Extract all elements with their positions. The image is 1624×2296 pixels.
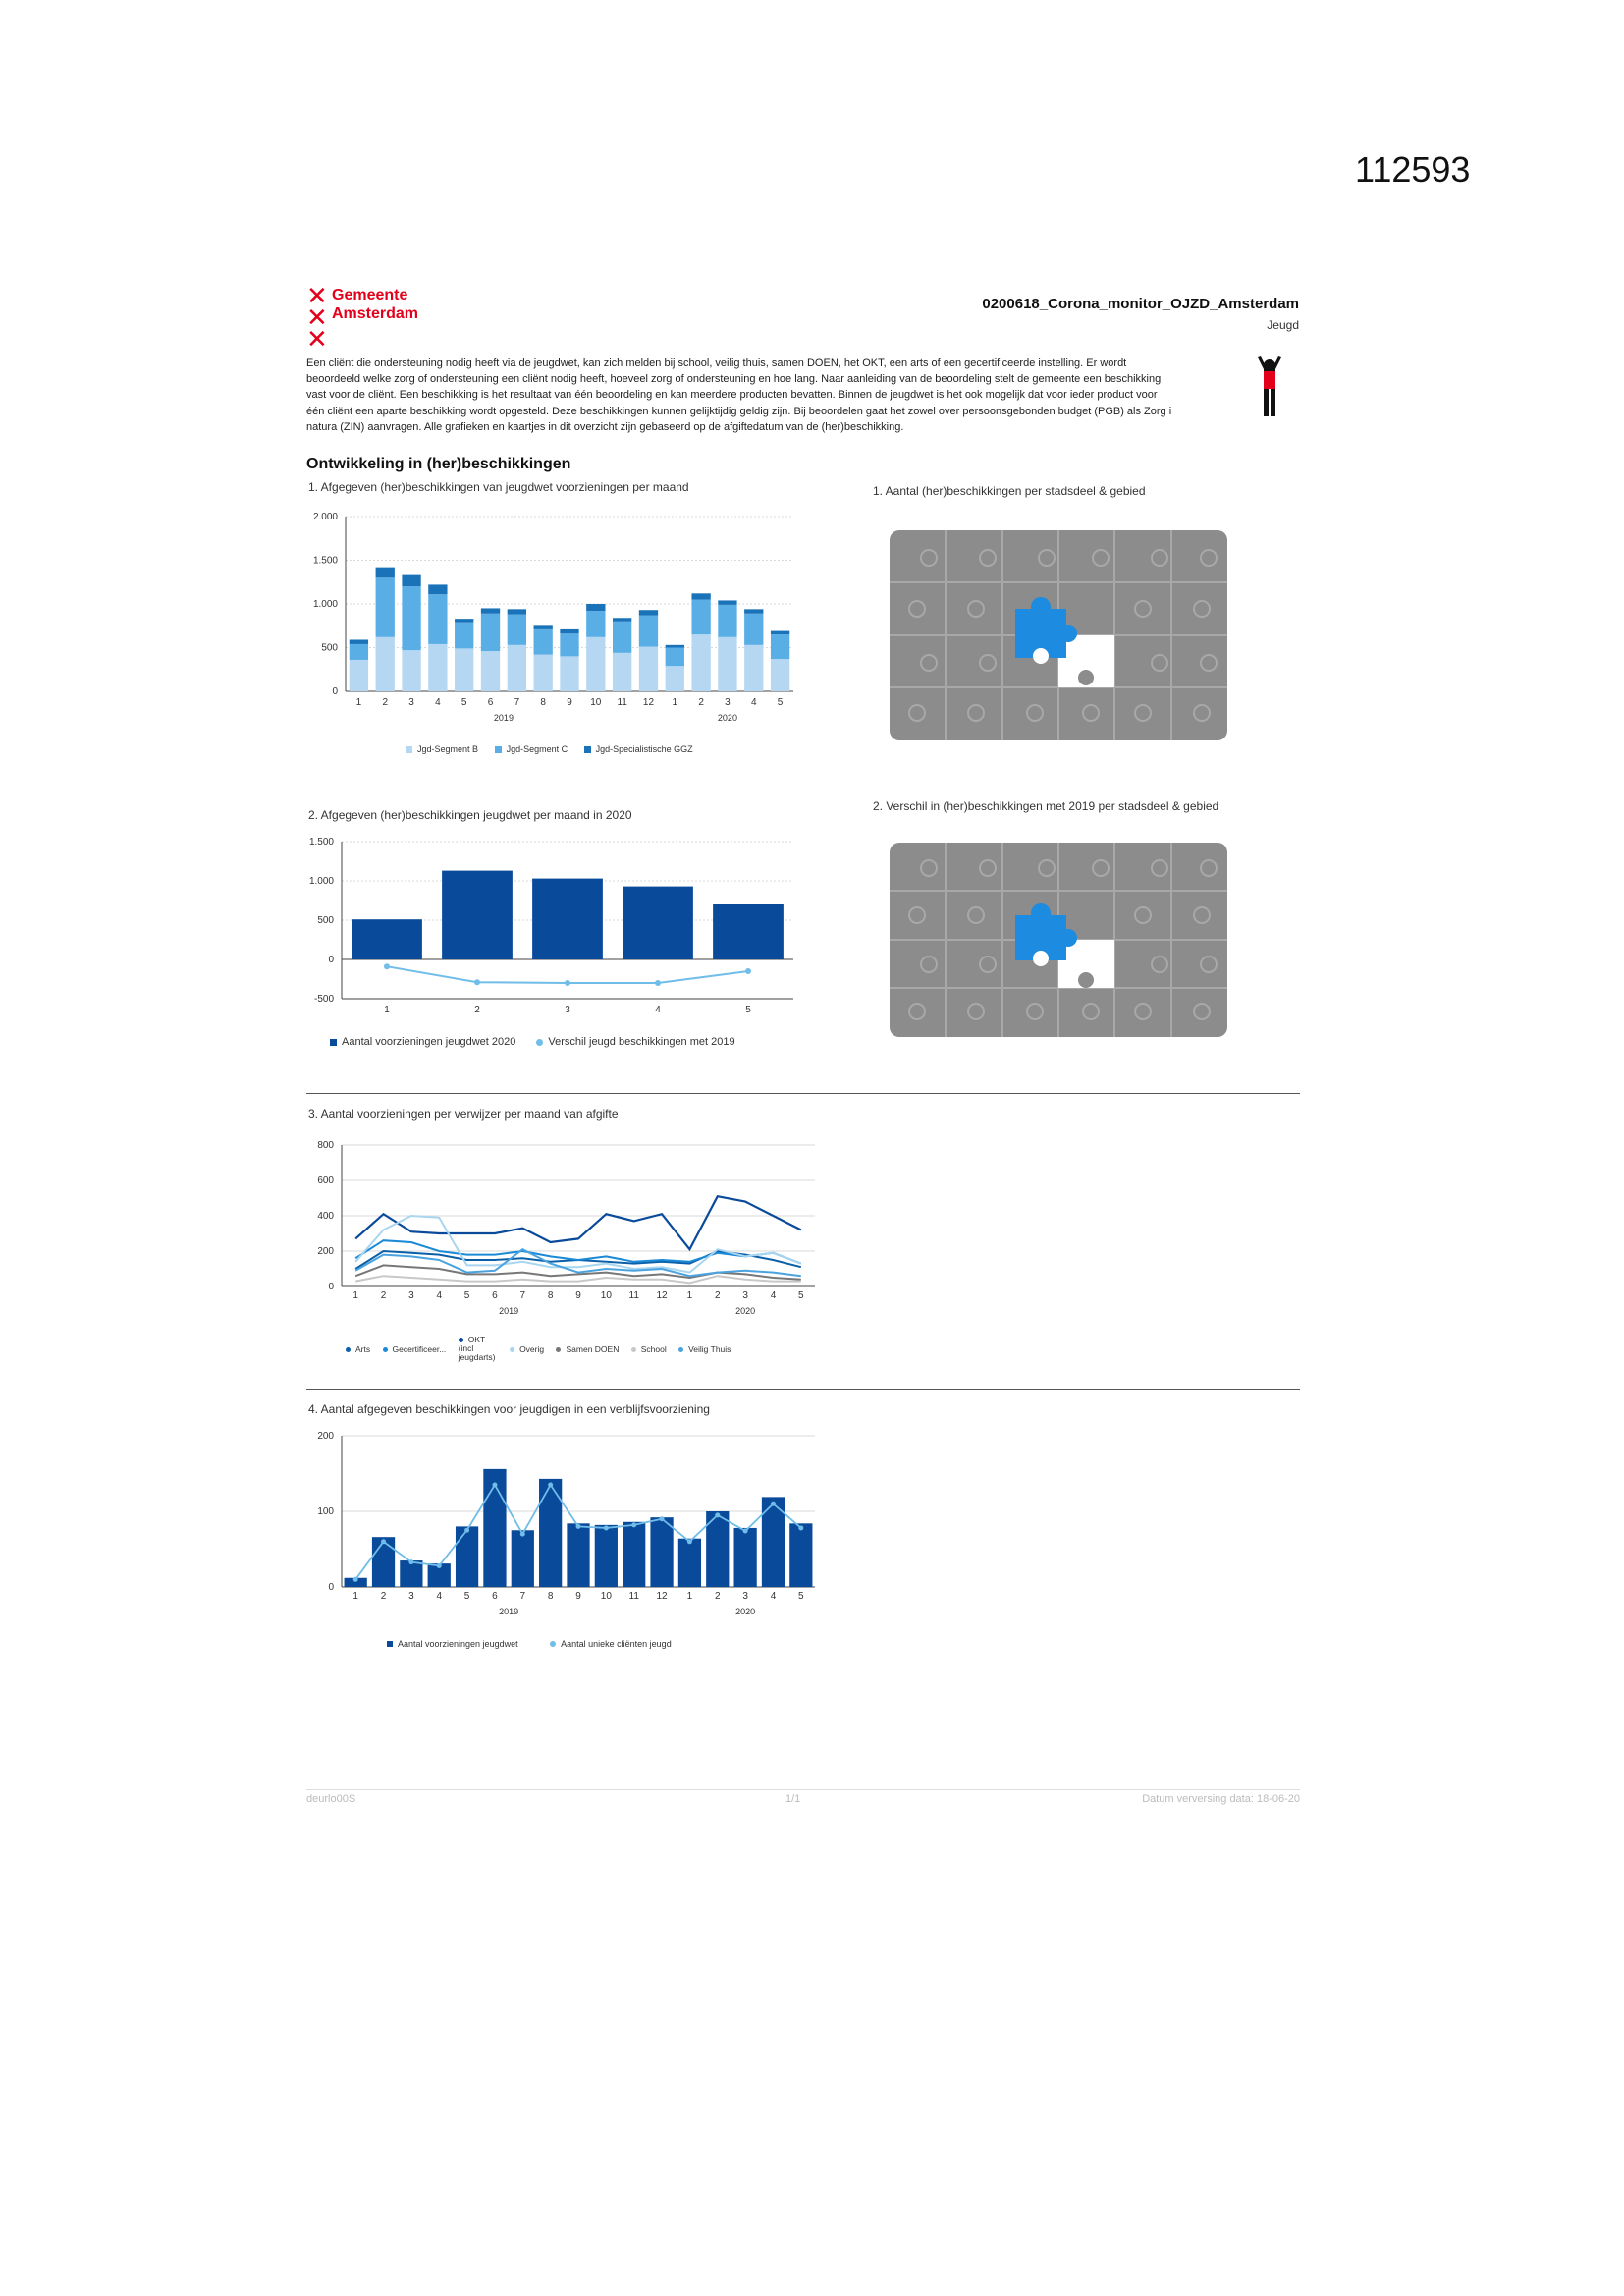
x-tick-label: 7 (519, 1290, 526, 1301)
bar-segment (350, 644, 368, 660)
bar-segment (428, 594, 447, 644)
legend-item (346, 1344, 370, 1354)
data-point (631, 1522, 636, 1527)
y-tick-label: 200 (317, 1431, 334, 1442)
data-point (548, 1483, 553, 1488)
legend-swatch (406, 746, 412, 753)
bar (456, 1526, 478, 1587)
bar (352, 919, 422, 959)
data-point (520, 1532, 525, 1537)
chart-2-title: 2. Afgegeven (her)beschikkingen jeugdwet per maand in 2020 (308, 808, 632, 822)
x-tick-label: 2 (380, 1290, 387, 1301)
data-point (660, 1516, 665, 1521)
x-tick-label: 10 (590, 697, 602, 708)
andreas-cross-icon: ✕ (306, 324, 328, 354)
chart-2-legend (330, 1036, 749, 1048)
bar-segment (691, 634, 710, 691)
legend-label: OKT (incl jeugdarts) (458, 1335, 496, 1362)
legend-label: Veilig Thuis (688, 1343, 731, 1354)
bar-segment (534, 655, 553, 691)
chart-3-legend (346, 1336, 740, 1362)
x-tick-label: 3 (408, 697, 414, 708)
series-line (355, 1240, 801, 1263)
y-tick-label: 1.000 (308, 876, 334, 887)
legend-item (495, 744, 568, 754)
bar-segment (560, 656, 578, 691)
x-tick-label: 2 (380, 1591, 387, 1602)
x-tick-label: 5 (463, 1591, 470, 1602)
x-tick-label: 8 (540, 697, 546, 708)
intro-line: beoordeeld welke zorg of ondersteuning een cliënt nodig heeft, hoeveel zorg of ondersteuning en hoe lang. Naar aanleiding van de beoordeling stelt de gemeente een beschikking (306, 373, 1162, 386)
y-tick-label: 500 (321, 642, 338, 654)
series-line (355, 1276, 801, 1283)
bar-segment (376, 568, 395, 578)
section-title: Ontwikkeling in (her)beschikkingen (306, 456, 571, 472)
y-tick-label: -500 (313, 994, 334, 1005)
x-tick-label: 4 (655, 1005, 661, 1015)
bar-segment (771, 659, 789, 691)
y-tick-label: 1.000 (312, 599, 338, 610)
footer-left: deurlo00S (306, 1793, 356, 1805)
x-tick-label: 2 (714, 1591, 721, 1602)
chart-1-legend (406, 743, 707, 754)
x-tick-label: 10 (600, 1591, 612, 1602)
legend-label: Arts (355, 1343, 371, 1354)
x-tick-label: 4 (436, 1591, 443, 1602)
data-point (384, 963, 390, 969)
x-tick-label: 4 (770, 1591, 777, 1602)
puzzle-placeholder-icon (890, 843, 1227, 1037)
x-tick-label: 7 (514, 697, 520, 708)
bar-segment (744, 645, 763, 691)
x-tick-label: 1 (352, 1591, 358, 1602)
logo-line-2: Amsterdam (332, 305, 419, 322)
legend-swatch (556, 1347, 561, 1352)
data-point (474, 979, 480, 985)
legend-label: Jgd-Segment C (506, 743, 568, 754)
bar-segment (455, 648, 473, 691)
bar (400, 1560, 422, 1587)
y-tick-label: 200 (317, 1246, 334, 1257)
bar (713, 904, 784, 959)
bar-segment (534, 629, 553, 655)
legend-item (383, 1344, 447, 1354)
x-tick-label: 9 (575, 1591, 581, 1602)
x-tick-label: 9 (575, 1290, 581, 1301)
bar-segment (481, 608, 500, 613)
x-tick-label: 2 (698, 697, 704, 708)
legend-swatch (383, 1347, 388, 1352)
x-tick-label: 1 (686, 1591, 693, 1602)
bar (650, 1517, 673, 1587)
bar-segment (639, 610, 658, 615)
chart-2-bar-line (302, 830, 803, 1026)
x-tick-label: 10 (600, 1290, 612, 1301)
footer-page: 1/1 (785, 1793, 801, 1805)
data-point (798, 1525, 803, 1530)
bar-segment (508, 645, 526, 691)
bar (789, 1523, 812, 1587)
legend-swatch (536, 1039, 543, 1046)
data-point (353, 1577, 358, 1582)
y-tick-label: 0 (328, 955, 334, 965)
intro-line: vast voor de cliënt. Een beschikking is het resultaat van één beoordeling en kan meerdere producten bevatten. Binnen de jeugdwet is het ook mogelijk dat voor ieder product voor (306, 389, 1158, 402)
bar-segment (560, 633, 578, 656)
legend-item (631, 1344, 667, 1354)
bar (532, 879, 603, 959)
legend-item (387, 1639, 518, 1649)
y-tick-label: 400 (317, 1211, 334, 1222)
bar (623, 887, 693, 959)
data-point (565, 980, 570, 986)
legend-item (459, 1336, 498, 1362)
bar-segment (402, 575, 420, 587)
x-tick-label: 8 (547, 1290, 554, 1301)
x-tick-label: 5 (798, 1591, 804, 1602)
legend-item (678, 1344, 731, 1354)
puzzle-placeholder-icon (890, 530, 1227, 740)
report-subtitle: Jeugd (1267, 318, 1299, 332)
legend-label: Gecertificeer... (392, 1343, 447, 1354)
bar-segment (718, 637, 736, 691)
legend-label: Samen DOEN (566, 1343, 620, 1354)
bar-segment (455, 619, 473, 623)
bar-segment (744, 614, 763, 645)
legend-item (556, 1344, 619, 1354)
data-point (655, 980, 661, 986)
bar-segment (508, 615, 526, 645)
bar-segment (586, 611, 605, 637)
map-2-title: 2. Verschil in (her)beschikkingen met 2019 per stadsdeel & gebied (873, 799, 1219, 813)
year-label: 2020 (735, 1607, 756, 1616)
legend-swatch (495, 746, 502, 753)
y-tick-label: 0 (332, 686, 338, 697)
bar-segment (481, 614, 500, 651)
bar (678, 1539, 701, 1587)
legend-swatch (330, 1039, 337, 1046)
x-tick-label: 2 (714, 1290, 721, 1301)
bar-segment (481, 651, 500, 691)
bar-segment (586, 637, 605, 691)
data-point (381, 1539, 386, 1544)
legend-label: Aantal unieke cliënten jeugd (561, 1638, 672, 1649)
chart-4-title: 4. Aantal afgegeven beschikkingen voor jeugdigen in een verblijfsvoorziening (308, 1402, 710, 1416)
x-tick-label: 11 (628, 1591, 639, 1602)
year-label: 2019 (493, 713, 514, 723)
data-point (743, 1529, 748, 1534)
x-tick-label: 6 (492, 1591, 498, 1602)
x-tick-label: 4 (436, 1290, 443, 1301)
intro-line: Een cliënt die ondersteuning nodig heeft via de jeugdwet, kan zich melden bij school, veilig thuis, samen DOEN, het OKT, een arts of een gecertificeerde instelling. Er wordt (306, 357, 1127, 369)
y-tick-label: 0 (328, 1282, 334, 1292)
legend-label: Jgd-Segment B (417, 743, 479, 754)
series-line (355, 1216, 801, 1273)
x-tick-label: 5 (777, 697, 784, 708)
x-tick-label: 2 (474, 1005, 480, 1015)
section-divider (306, 1093, 1300, 1094)
chart-4-legend (387, 1638, 685, 1649)
legend-label: Overig (519, 1343, 545, 1354)
year-label: 2019 (499, 1306, 519, 1316)
x-tick-label: 5 (745, 1005, 751, 1015)
x-tick-label: 2 (382, 697, 389, 708)
y-tick-label: 1.500 (312, 555, 338, 567)
section-divider (306, 1389, 1300, 1390)
x-tick-label: 11 (617, 697, 627, 708)
y-tick-label: 2.000 (312, 512, 338, 522)
data-point (408, 1559, 413, 1564)
report-title: 0200618_Corona_monitor_OJZD_Amsterdam (982, 296, 1299, 312)
x-tick-label: 3 (725, 697, 731, 708)
y-tick-label: 0 (328, 1582, 334, 1593)
bar (595, 1525, 618, 1587)
bar-segment (402, 586, 420, 650)
bar-segment (613, 622, 631, 653)
legend-swatch (631, 1347, 636, 1352)
x-tick-label: 1 (686, 1290, 693, 1301)
bar-segment (666, 645, 684, 648)
year-label: 2020 (717, 713, 737, 723)
bar-segment (350, 660, 368, 691)
legend-item (536, 1036, 734, 1048)
intro-line: natura (ZIN) aanvragen. Alle grafieken en kaartjes in dit overzicht zijn gebaseerd op de afgiftedatum van de (her)beschikking. (306, 420, 904, 433)
y-tick-label: 600 (317, 1175, 334, 1186)
bar (512, 1530, 534, 1587)
year-label: 2019 (499, 1607, 519, 1616)
bar-segment (560, 629, 578, 633)
x-tick-label: 5 (463, 1290, 470, 1301)
x-tick-label: 11 (628, 1290, 639, 1301)
bar (733, 1528, 756, 1587)
x-tick-label: 1 (672, 697, 678, 708)
year-label: 2020 (735, 1306, 756, 1316)
x-tick-label: 12 (642, 697, 655, 708)
bar-segment (771, 634, 789, 659)
legend-swatch (346, 1347, 351, 1352)
legend-label: Aantal voorzieningen jeugdwet 2020 (342, 1036, 516, 1049)
chart-1-stacked-bar (302, 499, 803, 725)
x-tick-label: 3 (408, 1591, 414, 1602)
bar-segment (586, 604, 605, 611)
bar (539, 1479, 562, 1587)
x-tick-label: 3 (565, 1005, 570, 1015)
y-tick-label: 100 (317, 1506, 334, 1517)
bar-segment (666, 648, 684, 667)
bar-segment (639, 616, 658, 647)
data-point (492, 1483, 497, 1488)
x-tick-label: 5 (798, 1290, 804, 1301)
x-tick-label: 9 (567, 697, 572, 708)
x-tick-label: 12 (656, 1290, 668, 1301)
data-point (437, 1563, 442, 1568)
legend-item (584, 744, 693, 754)
data-point (771, 1502, 776, 1506)
chart-4-bar-line (302, 1424, 833, 1620)
mascot-figure-icon (1255, 355, 1284, 420)
map-1-placeholder (890, 530, 1227, 740)
x-tick-label: 3 (742, 1290, 748, 1301)
data-point (604, 1525, 609, 1530)
bar-segment (771, 631, 789, 635)
x-tick-label: 1 (355, 697, 362, 708)
legend-swatch (387, 1641, 393, 1647)
bar-segment (534, 625, 553, 629)
map-2-placeholder (890, 843, 1227, 1037)
y-tick-label: 500 (317, 915, 334, 926)
bar (567, 1523, 589, 1587)
bar-segment (744, 609, 763, 613)
logo-line-1: Gemeente (332, 287, 408, 303)
x-tick-label: 8 (547, 1591, 554, 1602)
data-point (715, 1512, 720, 1517)
x-tick-label: 1 (384, 1005, 390, 1015)
legend-item (406, 744, 478, 754)
bar-segment (639, 647, 658, 691)
footer-divider (306, 1789, 1300, 1790)
data-point (576, 1524, 581, 1529)
andreas-cross-icon: ✕ (306, 281, 328, 310)
bar-segment (350, 639, 368, 643)
document-id: 112593 (1355, 149, 1471, 190)
legend-item (550, 1639, 672, 1649)
y-tick-label: 1.500 (308, 837, 334, 847)
bar (623, 1522, 645, 1587)
chart-1-title: 1. Afgegeven (her)beschikkingen van jeugdwet voorzieningen per maand (308, 480, 689, 494)
intro-text (306, 355, 1257, 435)
legend-item (510, 1344, 544, 1354)
x-tick-label: 3 (408, 1290, 414, 1301)
legend-swatch (459, 1338, 463, 1342)
gemeente-amsterdam-logo (306, 281, 419, 354)
chart-3-line (302, 1129, 833, 1326)
bar-segment (428, 644, 447, 691)
bar-segment (718, 600, 736, 604)
x-tick-label: 6 (487, 697, 494, 708)
bar (372, 1537, 395, 1587)
bar (442, 871, 513, 959)
data-point (464, 1528, 469, 1533)
y-tick-label: 800 (317, 1140, 334, 1151)
andreas-cross-icon: ✕ (306, 302, 328, 332)
x-tick-label: 4 (750, 697, 757, 708)
bar-segment (613, 618, 631, 622)
data-point (687, 1539, 692, 1544)
bar-segment (718, 605, 736, 637)
series-line (355, 1196, 801, 1249)
footer-refresh-date: Datum verversing data: 18-06-20 (1142, 1793, 1300, 1805)
bar-segment (666, 666, 684, 691)
bar-segment (428, 584, 447, 594)
x-tick-label: 7 (519, 1591, 526, 1602)
bar-segment (508, 609, 526, 614)
x-tick-label: 4 (435, 697, 441, 708)
intro-line: één cliënt een aparte beschikking wordt opgesteld. Deze beschikkingen kunnen gelijktijdig geldig zijn. Bij beoordelen gaat het zowel over persoonsgebonden budget (PGB) als Zorg i (306, 405, 1172, 417)
legend-label: Jgd-Specialistische GGZ (595, 743, 693, 754)
legend-swatch (550, 1641, 556, 1647)
bar-segment (691, 593, 710, 599)
legend-label: School (640, 1343, 667, 1354)
legend-swatch (678, 1347, 683, 1352)
x-tick-label: 6 (492, 1290, 498, 1301)
bar-segment (376, 637, 395, 691)
legend-label: Verschil jeugd beschikkingen met 2019 (548, 1036, 735, 1049)
legend-item (330, 1036, 515, 1048)
bar-segment (402, 650, 420, 691)
data-point (745, 968, 751, 974)
chart-3-title: 3. Aantal voorzieningen per verwijzer per maand van afgifte (308, 1107, 619, 1121)
bar-segment (613, 653, 631, 691)
map-1-title: 1. Aantal (her)beschikkingen per stadsdeel & gebied (873, 484, 1146, 498)
x-tick-label: 12 (656, 1591, 668, 1602)
x-tick-label: 4 (770, 1290, 777, 1301)
x-tick-label: 3 (742, 1591, 748, 1602)
legend-swatch (584, 746, 591, 753)
legend-label: Aantal voorzieningen jeugdwet (398, 1638, 518, 1649)
bar-segment (376, 577, 395, 637)
bar-segment (455, 623, 473, 649)
x-tick-label: 1 (352, 1290, 358, 1301)
bar-segment (691, 600, 710, 635)
legend-swatch (510, 1347, 514, 1352)
x-tick-label: 5 (460, 697, 467, 708)
